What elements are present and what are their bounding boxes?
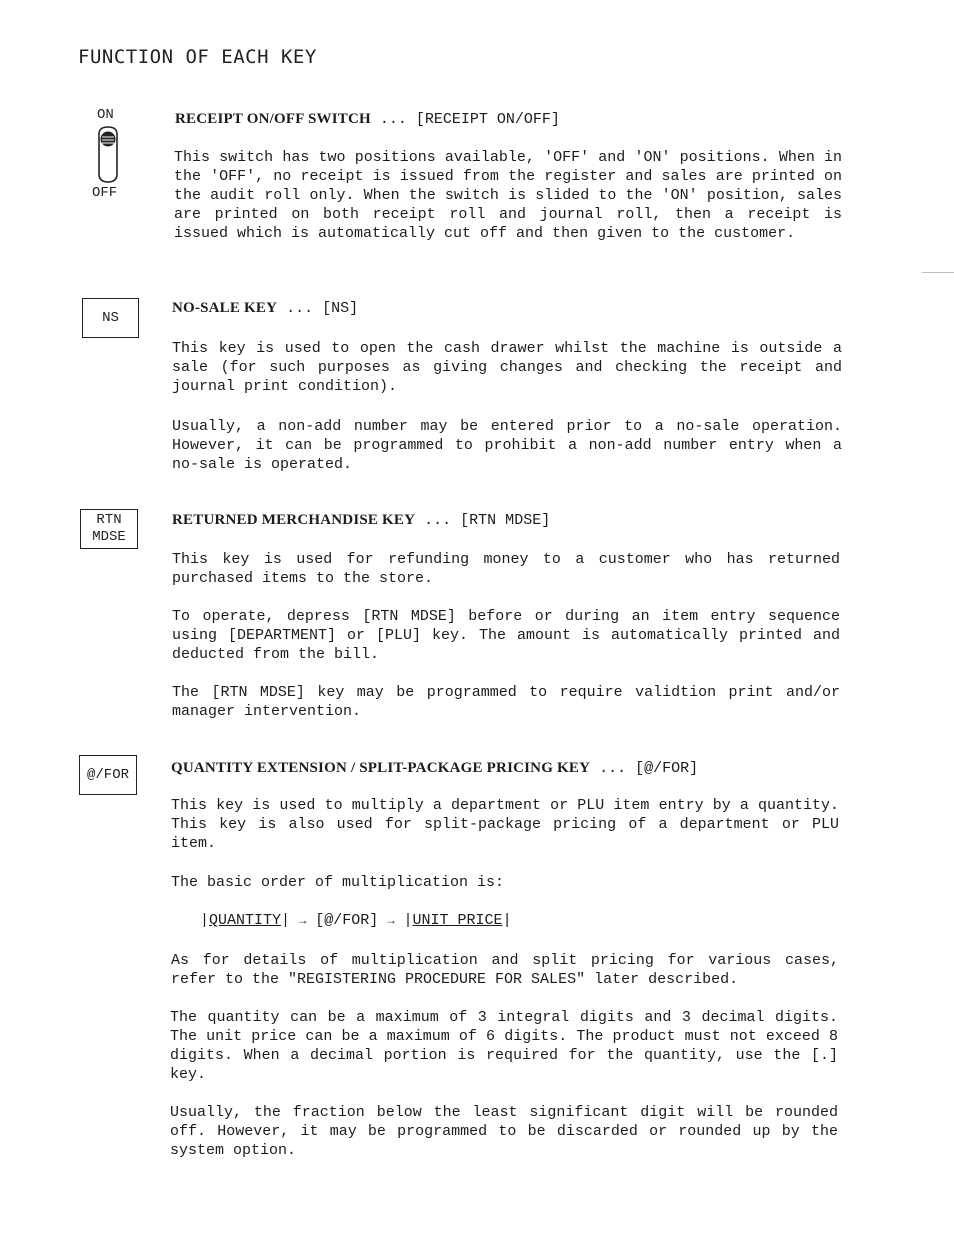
ns-paragraph-2: Usually, a non-add number may be entered prior to a no-sale operation. However, it can be programmed to prohibit a non-add number entry when a no-sale is operated.: [172, 418, 842, 473]
formula-quantity: QUANTITY: [209, 912, 282, 929]
at-for-keycap: @/FOR: [79, 755, 137, 795]
at-for-paragraph-3: As for details of multiplication and split pricing for various cases, refer to the "REGISTERING PROCEDURE FOR SALES" later described.: [171, 952, 839, 988]
ns-keycap: NS: [82, 298, 139, 338]
formula-bar: |: [200, 912, 210, 929]
heading-tail: ... [RTN MDSE]: [415, 512, 551, 529]
arrow-right-icon: →: [387, 914, 395, 928]
rtn-mdse-paragraph-1: This key is used for refunding money to a customer who has returned purchased items to the store.: [172, 551, 840, 587]
formula-key: [@/FOR]: [315, 912, 379, 929]
at-for-heading: [171, 759, 698, 778]
arrow-right-icon: →: [299, 914, 307, 928]
ns-paragraph-1: This key is used to open the cash drawer whilst the machine is outside a sale (for such purposes as giving changes and checking the receipt and journal print condition).: [172, 340, 842, 395]
keycap-line-2: MDSE: [92, 529, 126, 545]
heading-tail: ... [RECEIPT ON/OFF]: [370, 111, 560, 128]
at-for-paragraph-1: This key is used to multiply a department or PLU item entry by a quantity. This key is also used for split-package pricing of a department or PLU item.: [171, 797, 839, 852]
switch-on-label: ON: [97, 107, 114, 123]
receipt-switch-heading: [175, 110, 560, 129]
heading-bold: NO-SALE KEY: [172, 300, 278, 316]
at-for-paragraph-2: The basic order of multiplication is:: [171, 874, 505, 891]
formula-bar: |: [403, 912, 413, 929]
switch-off-label: OFF: [92, 185, 118, 201]
formula-bar: |: [502, 912, 512, 929]
formula-bar: |: [281, 912, 291, 929]
heading-tail: ... [@/FOR]: [590, 760, 699, 777]
at-for-paragraph-4: The quantity can be a maximum of 3 integral digits and 3 decimal digits. The unit price can be a maximum of 6 digits. The product must not exceed 8 digits. When a decimal portion is required for the quantity, use the [.] key.: [170, 1009, 838, 1083]
formula-unit-price: UNIT PRICE: [412, 912, 503, 929]
page-title: FUNCTION OF EACH KEY: [78, 46, 317, 68]
heading-bold: RECEIPT ON/OFF SWITCH: [175, 111, 371, 127]
ns-heading: [172, 299, 358, 318]
heading-bold: QUANTITY EXTENSION / SPLIT-PACKAGE PRICING KEY: [171, 760, 591, 776]
heading-bold: RETURNED MERCHANDISE KEY: [172, 512, 416, 528]
rtn-mdse-paragraph-2: To operate, depress [RTN MDSE] before or during an item entry sequence using [DEPARTMENT] or [PLU] key. The amount is automatically printed and deducted from the bill.: [172, 608, 840, 663]
multiplication-formula: [200, 911, 512, 931]
rtn-mdse-paragraph-3: The [RTN MDSE] key may be programmed to require validtion print and/or manager intervention.: [172, 684, 840, 720]
at-for-paragraph-5: Usually, the fraction below the least significant digit will be rounded off. However, it may be programmed to be discarded or rounded up by the system option.: [170, 1104, 838, 1159]
rtn-mdse-heading: [172, 511, 550, 530]
rtn-mdse-keycap: [80, 509, 138, 549]
receipt-switch-paragraph: This switch has two positions available, 'OFF' and 'ON' positions. When in the 'OFF', no receipt is issued from the register and sales are printed on the audit roll only. When the switch is slided to the 'ON' position, sales are printed on both receipt roll and journal roll, then a receipt is issued which is automatically cut off and then given to the customer.: [174, 149, 842, 242]
keycap-line-1: RTN: [96, 512, 122, 528]
receipt-switch-icon: [96, 124, 120, 186]
heading-tail: ... [NS]: [277, 300, 359, 317]
scan-margin-mark: [922, 272, 954, 273]
